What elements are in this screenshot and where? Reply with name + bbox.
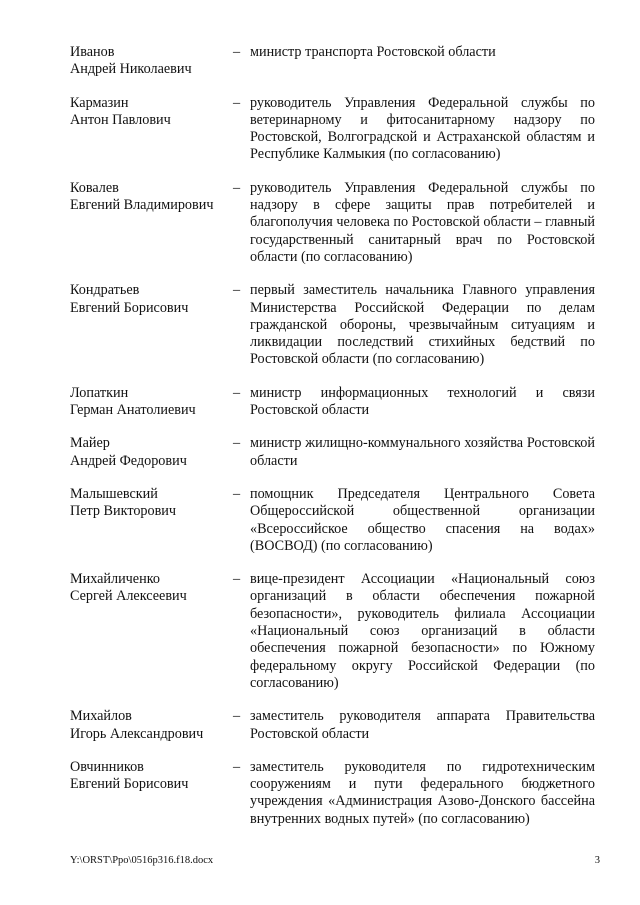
member-position: руководитель Управления Федеральной службы по надзору в сфере защиты прав потребителей и благополучия человека по Ростовской области – главный государственный санитарный врач по Ростовской области (по согласованию) xyxy=(250,179,595,265)
member-surname: Малышевский xyxy=(70,485,158,502)
page-footer xyxy=(70,855,600,866)
member-surname: Лопаткин xyxy=(70,384,129,401)
member-position: заместитель руководителя по гидротехническим сооружениям и пути федерального бюджетного учреждения «Администрация Азово-Донского бассейна внутренних водных путей» (по согласованию) xyxy=(250,758,595,827)
member-surname: Майер xyxy=(70,435,110,452)
member-name xyxy=(70,435,233,470)
member-row xyxy=(70,44,600,79)
member-given-names: Андрей Федорович xyxy=(70,452,187,469)
member-given-names: Евгений Борисович xyxy=(70,776,189,793)
member-given-names: Герман Анатолиевич xyxy=(70,402,196,419)
dash-separator: – xyxy=(233,758,241,775)
dash-separator: – xyxy=(233,94,241,111)
member-list xyxy=(70,44,600,844)
member-surname: Иванов xyxy=(70,44,115,60)
member-position: министр жилищно-коммунального хозяйства Ростовской области xyxy=(250,435,595,469)
member-position: заместитель руководителя аппарата Правительства Ростовской области xyxy=(250,708,595,742)
member-row xyxy=(70,385,600,420)
dash-separator: – xyxy=(233,179,241,196)
member-given-names: Антон Павлович xyxy=(70,111,171,128)
page-number: 3 xyxy=(594,855,600,866)
member-position: первый заместитель начальника Главного управления Министерства Российской Федерации по делам гражданской обороны, чрезвычайным ситуациям и ликвидации последствий стихийных бедствий по Ростовской области (по согласованию) xyxy=(250,282,595,368)
dash-separator: – xyxy=(233,282,241,299)
member-row xyxy=(70,759,600,828)
member-row xyxy=(70,486,600,555)
member-surname: Михайлов xyxy=(70,708,132,725)
member-name xyxy=(70,759,233,794)
member-row xyxy=(70,708,600,743)
member-row xyxy=(70,435,600,470)
member-name xyxy=(70,95,233,130)
member-name xyxy=(70,708,233,743)
file-path: Y:\ORST\Ppo\0516p316.f18.docx xyxy=(70,855,214,866)
dash-separator: – xyxy=(233,571,241,588)
member-given-names: Игорь Александрович xyxy=(70,725,204,742)
member-given-names: Евгений Борисович xyxy=(70,299,189,316)
dash-separator: – xyxy=(233,384,241,401)
dash-separator: – xyxy=(233,485,241,502)
dash-separator: – xyxy=(233,435,241,452)
member-row xyxy=(70,282,600,368)
member-given-names: Сергей Алексеевич xyxy=(70,588,187,605)
member-surname: Кармазин xyxy=(70,94,129,111)
member-name xyxy=(70,385,233,420)
member-surname: Ковалев xyxy=(70,179,119,196)
member-row xyxy=(70,95,600,164)
member-row xyxy=(70,180,600,266)
member-position: министр транспорта Ростовской области xyxy=(250,44,496,60)
member-surname: Михайличенко xyxy=(70,571,160,588)
dash-separator: – xyxy=(233,708,241,725)
dash-separator: – xyxy=(233,44,241,60)
member-position: помощник Председателя Центрального Совета Общероссийской общественной организации «Всероссийское общество спасения на водах» (ВОСВОД) (по согласованию) xyxy=(250,485,595,554)
member-name xyxy=(70,44,233,79)
member-position: руководитель Управления Федеральной службы по ветеринарному и фитосанитарному надзору по Ростовской, Волгоградской и Астраханской областям и Республике Калмыкия (по согласованию) xyxy=(250,94,595,163)
member-given-names: Андрей Николаевич xyxy=(70,61,192,78)
member-position: министр информационных технологий и связи Ростовской области xyxy=(250,384,595,419)
member-position: вице-президент Ассоциации «Национальный союз организаций в области обеспечения пожарной безопасности», руководитель филиала Ассоциации «Национальный союз организаций в области обеспечения пожарной безопасности» по Южному федеральному округу Российской Федерации (по согласованию) xyxy=(250,571,595,691)
member-given-names: Евгений Владимирович xyxy=(70,197,214,214)
member-name xyxy=(70,571,233,606)
member-name xyxy=(70,486,233,521)
member-surname: Кондратьев xyxy=(70,282,140,299)
member-surname: Овчинников xyxy=(70,758,144,775)
member-row xyxy=(70,571,600,692)
member-name xyxy=(70,180,233,215)
member-given-names: Петр Викторович xyxy=(70,503,177,520)
member-name xyxy=(70,282,233,317)
